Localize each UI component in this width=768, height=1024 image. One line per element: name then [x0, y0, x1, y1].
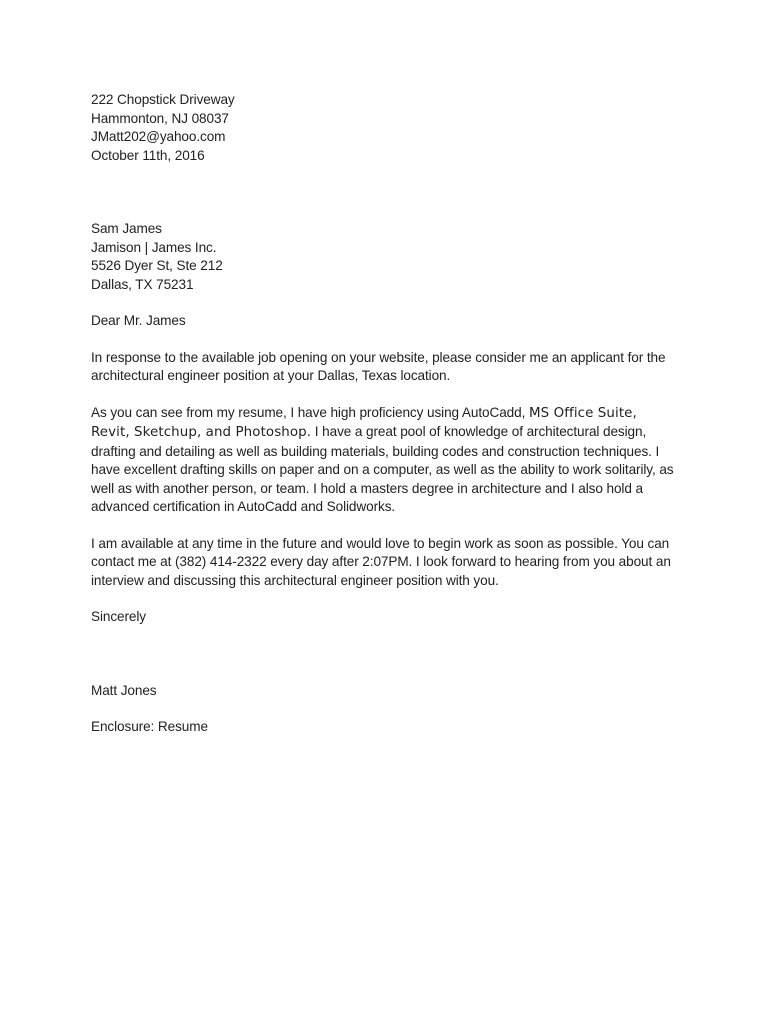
- sender-address-block: [91, 91, 683, 165]
- paragraph-text-alt-font: Revit, Sketchup, and Photoshop.: [91, 425, 312, 440]
- paragraph-line: [91, 423, 683, 443]
- salutation-text: Dear Mr. James: [91, 313, 186, 328]
- paragraph-line: architectural engineer position at your Dallas, Texas location.: [91, 368, 451, 383]
- recipient-city: Dallas, TX 75231: [91, 276, 194, 292]
- paragraph-availability: [91, 535, 683, 591]
- paragraph-intro: [91, 349, 683, 386]
- recipient-name: Sam James: [91, 221, 162, 236]
- paragraph-line: [91, 404, 683, 424]
- sender-street: 222 Chopstick Driveway: [91, 92, 235, 107]
- paragraph-text: I have a great pool of knowledge of architectural design,: [311, 424, 647, 439]
- paragraph-line: In response to the available job opening on your website, please consider me an applicant for the: [91, 349, 666, 365]
- enclosure: [91, 718, 683, 737]
- recipient-street: 5526 Dyer St, Ste 212: [91, 258, 223, 273]
- paragraph-line: well as with another person, or team. I hold a masters degree in architecture and I also hold a: [91, 480, 643, 496]
- paragraph-line: interview and discussing this architectural engineer position with you.: [91, 572, 499, 588]
- salutation: [91, 312, 683, 331]
- signature: [91, 682, 683, 701]
- paragraph-line: have excellent drafting skills on paper and on a computer, as well as the ability to work solitarily, as: [91, 462, 674, 477]
- signature-name: Matt Jones: [91, 682, 157, 698]
- paragraph-skills: [91, 404, 683, 517]
- letter-date: October 11th, 2016: [91, 147, 205, 163]
- cover-letter: [91, 91, 683, 737]
- enclosure-text: Enclosure: Resume: [91, 719, 208, 734]
- paragraph-line: contact me at (382) 414-2322 every day after 2:07PM. I look forward to hearing from you about an: [91, 554, 671, 569]
- recipient-company: Jamison | James Inc.: [91, 239, 217, 255]
- paragraph-text-alt-font: MS Office Suite,: [528, 405, 637, 421]
- paragraph-text: As you can see from my resume, I have high proficiency using AutoCadd,: [91, 404, 529, 420]
- paragraph-line: I am available at any time in the future and would love to begin work as soon as possible. You can: [91, 535, 670, 551]
- closing: [91, 608, 683, 627]
- sender-email: JMatt202@yahoo.com: [91, 129, 226, 144]
- paragraph-line: drafting and detailing as well as building materials, building codes and construction techniques. I: [91, 443, 660, 459]
- sender-city: Hammonton, NJ 08037: [91, 110, 229, 126]
- paragraph-line: advanced certification in AutoCadd and Solidworks.: [91, 499, 396, 514]
- recipient-address-block: [91, 220, 683, 294]
- closing-text: Sincerely: [91, 609, 147, 624]
